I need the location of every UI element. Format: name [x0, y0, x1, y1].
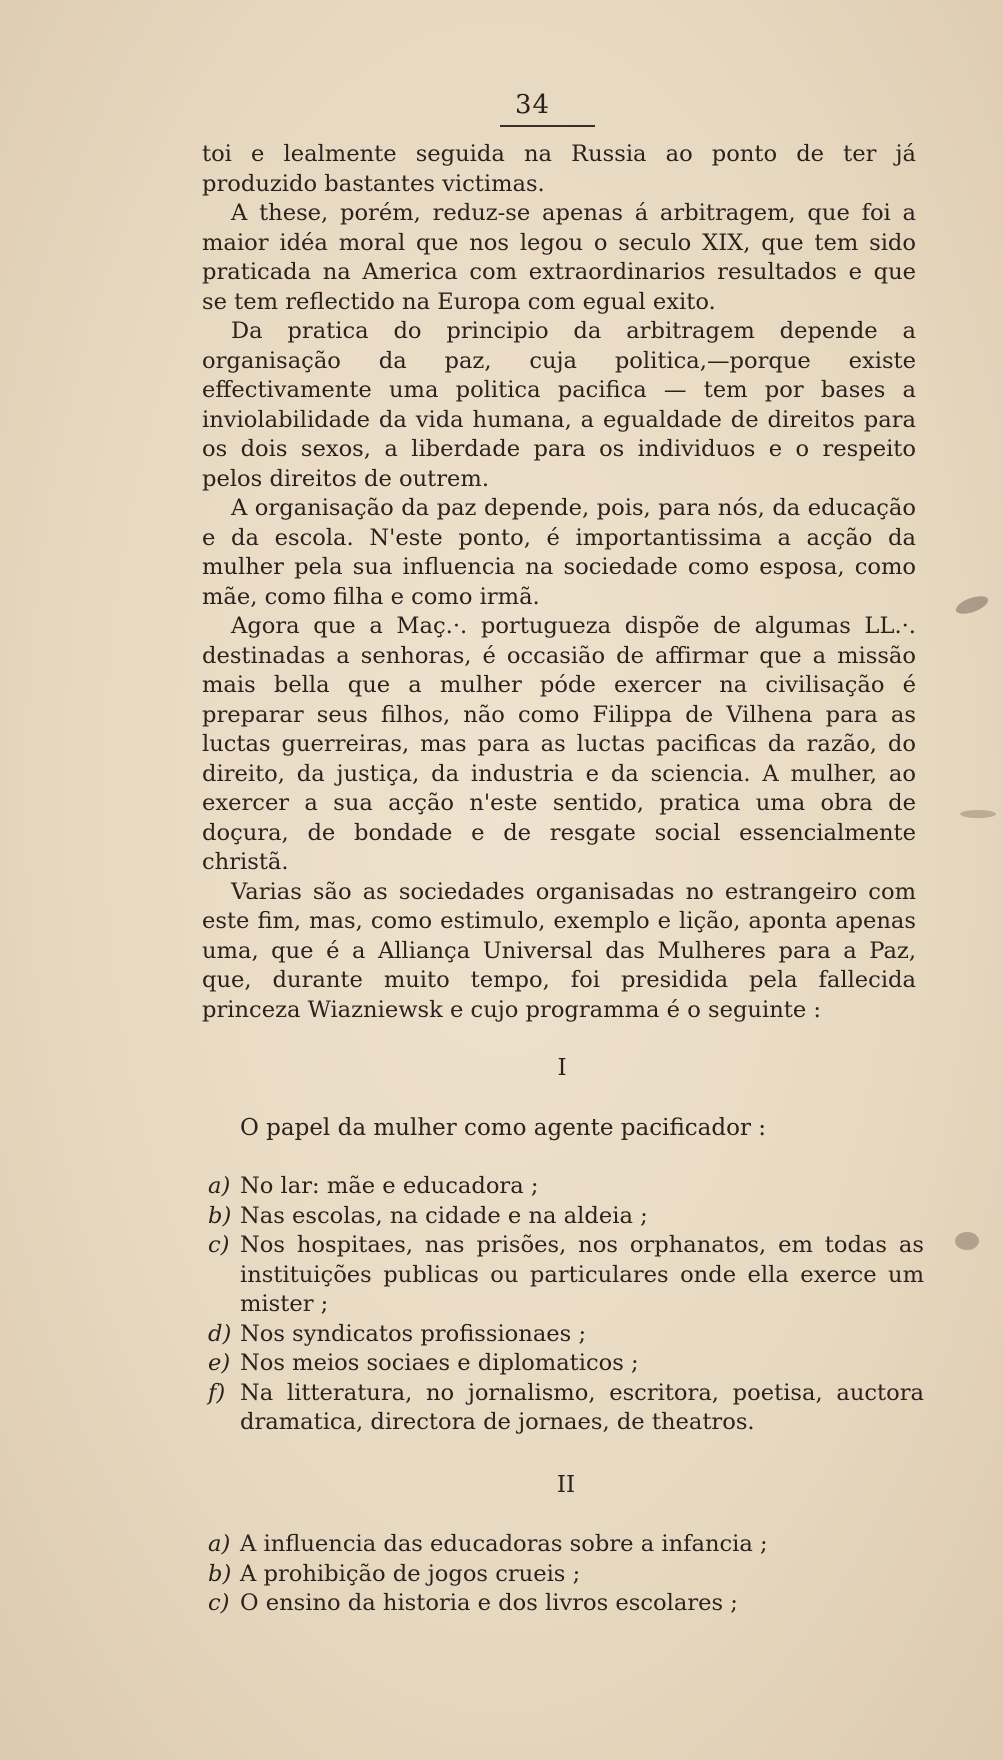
section-one-list: [208, 1172, 924, 1438]
paragraph: A these, porém, reduz-se apenas á arbitragem, que foi a maior idéa moral que nos legou o seculo XIX, que tem sido praticada na America com extraordinarios resultados e que se tem reflectido na Europa com egual exito.: [202, 200, 916, 315]
list-item: [208, 1172, 924, 1202]
paragraph: A organisação da paz depende, pois, para nós, da educação e da escola. N'este ponto, é importantissima a acção da mulher pela sua influencia na sociedade como esposa, como mãe, como filha e como irmã.: [202, 495, 916, 610]
list-marker: a): [208, 1173, 231, 1199]
list-marker: a): [208, 1531, 231, 1557]
section-heading: O papel da mulher como agente pacificador :: [240, 1115, 767, 1141]
list-item-text: Nos meios sociaes e diplomaticos ;: [240, 1350, 639, 1376]
body-text: [202, 140, 916, 1025]
list-marker: f): [208, 1379, 226, 1406]
page-number-rule: [500, 125, 595, 127]
list-item-text: Nos hospitaes, nas prisões, nos orphanatos, em todas as instituições publicas ou particulares onde ella exerce um mister ;: [240, 1232, 924, 1317]
list-item-text: Na litteratura, no jornalismo, escritora, poetisa, auctora dramatica, directora de jornaes, de theatros.: [240, 1379, 924, 1435]
list-marker: c): [208, 1232, 230, 1258]
list-item-text: O ensino da historia e dos livros escolares ;: [240, 1590, 738, 1616]
list-item: [208, 1320, 924, 1350]
ink-blot-mark: [954, 593, 991, 618]
section-numeral: II: [556, 1472, 576, 1498]
list-item: [208, 1202, 924, 1232]
list-item: [208, 1530, 924, 1560]
list-marker: b): [208, 1202, 232, 1229]
list-item-text: Nas escolas, na cidade e na aldeia ;: [240, 1202, 648, 1229]
list-item-text: Nos syndicatos profissionaes ;: [240, 1320, 587, 1347]
list-marker: e): [208, 1350, 231, 1376]
paragraph: Varias são as sociedades organisadas no estrangeiro com este fim, mas, como estimulo, exemplo e lição, aponta apenas uma, que é a Alliança Universal das Mulheres para a Paz, que, durante muito tempo, foi presidida pela fallecida princeza Wiazniewsk e cujo programma é o seguinte :: [202, 878, 916, 1023]
list-item-text: A prohibição de jogos crueis ;: [240, 1560, 581, 1587]
ink-blot-mark: [960, 810, 996, 818]
list-marker: c): [208, 1590, 230, 1616]
list-item: [208, 1560, 924, 1590]
paragraph: Agora que a Maç.·. portugueza dispõe de algumas LL.·. destinadas a senhoras, é occasião de affirmar que a missão mais bella que a mulher póde exercer na civilisação é preparar seus filhos, não como Filippa de Vilhena para as luctas guerreiras, mas para as luctas pacificas da razão, do direito, da justiça, da industria e da sciencia. A mulher, ao exercer a sua acção n'este sentido, pratica uma obra de doçura, de bondade e de resgate social essencialmente christã.: [202, 613, 916, 875]
list-marker: d): [208, 1320, 232, 1347]
page-number: 34: [515, 90, 551, 120]
ink-blot-mark: [955, 1232, 979, 1250]
list-item-text: No lar: mãe e educadora ;: [240, 1173, 539, 1199]
list-item: [208, 1349, 924, 1379]
list-item: [208, 1589, 924, 1619]
section-numeral: I: [557, 1055, 567, 1081]
list-item-text: A influencia das educadoras sobre a infancia ;: [240, 1531, 768, 1557]
list-item: [208, 1379, 924, 1438]
paragraph: toi e lealmente seguida na Russia ao ponto de ter já produzido bastantes victimas.: [202, 141, 916, 197]
list-marker: b): [208, 1560, 232, 1587]
paragraph: Da pratica do principio da arbitragem depende a organisação da paz, cuja politica,—porque existe effectivamente uma politica pacifica — tem por bases a inviolabilidade da vida humana, a egualdade de direitos para os dois sexos, a liberdade para os individuos e o respeito pelos direitos de outrem.: [202, 318, 916, 492]
list-item: [208, 1231, 924, 1320]
section-two-list: [208, 1530, 924, 1619]
